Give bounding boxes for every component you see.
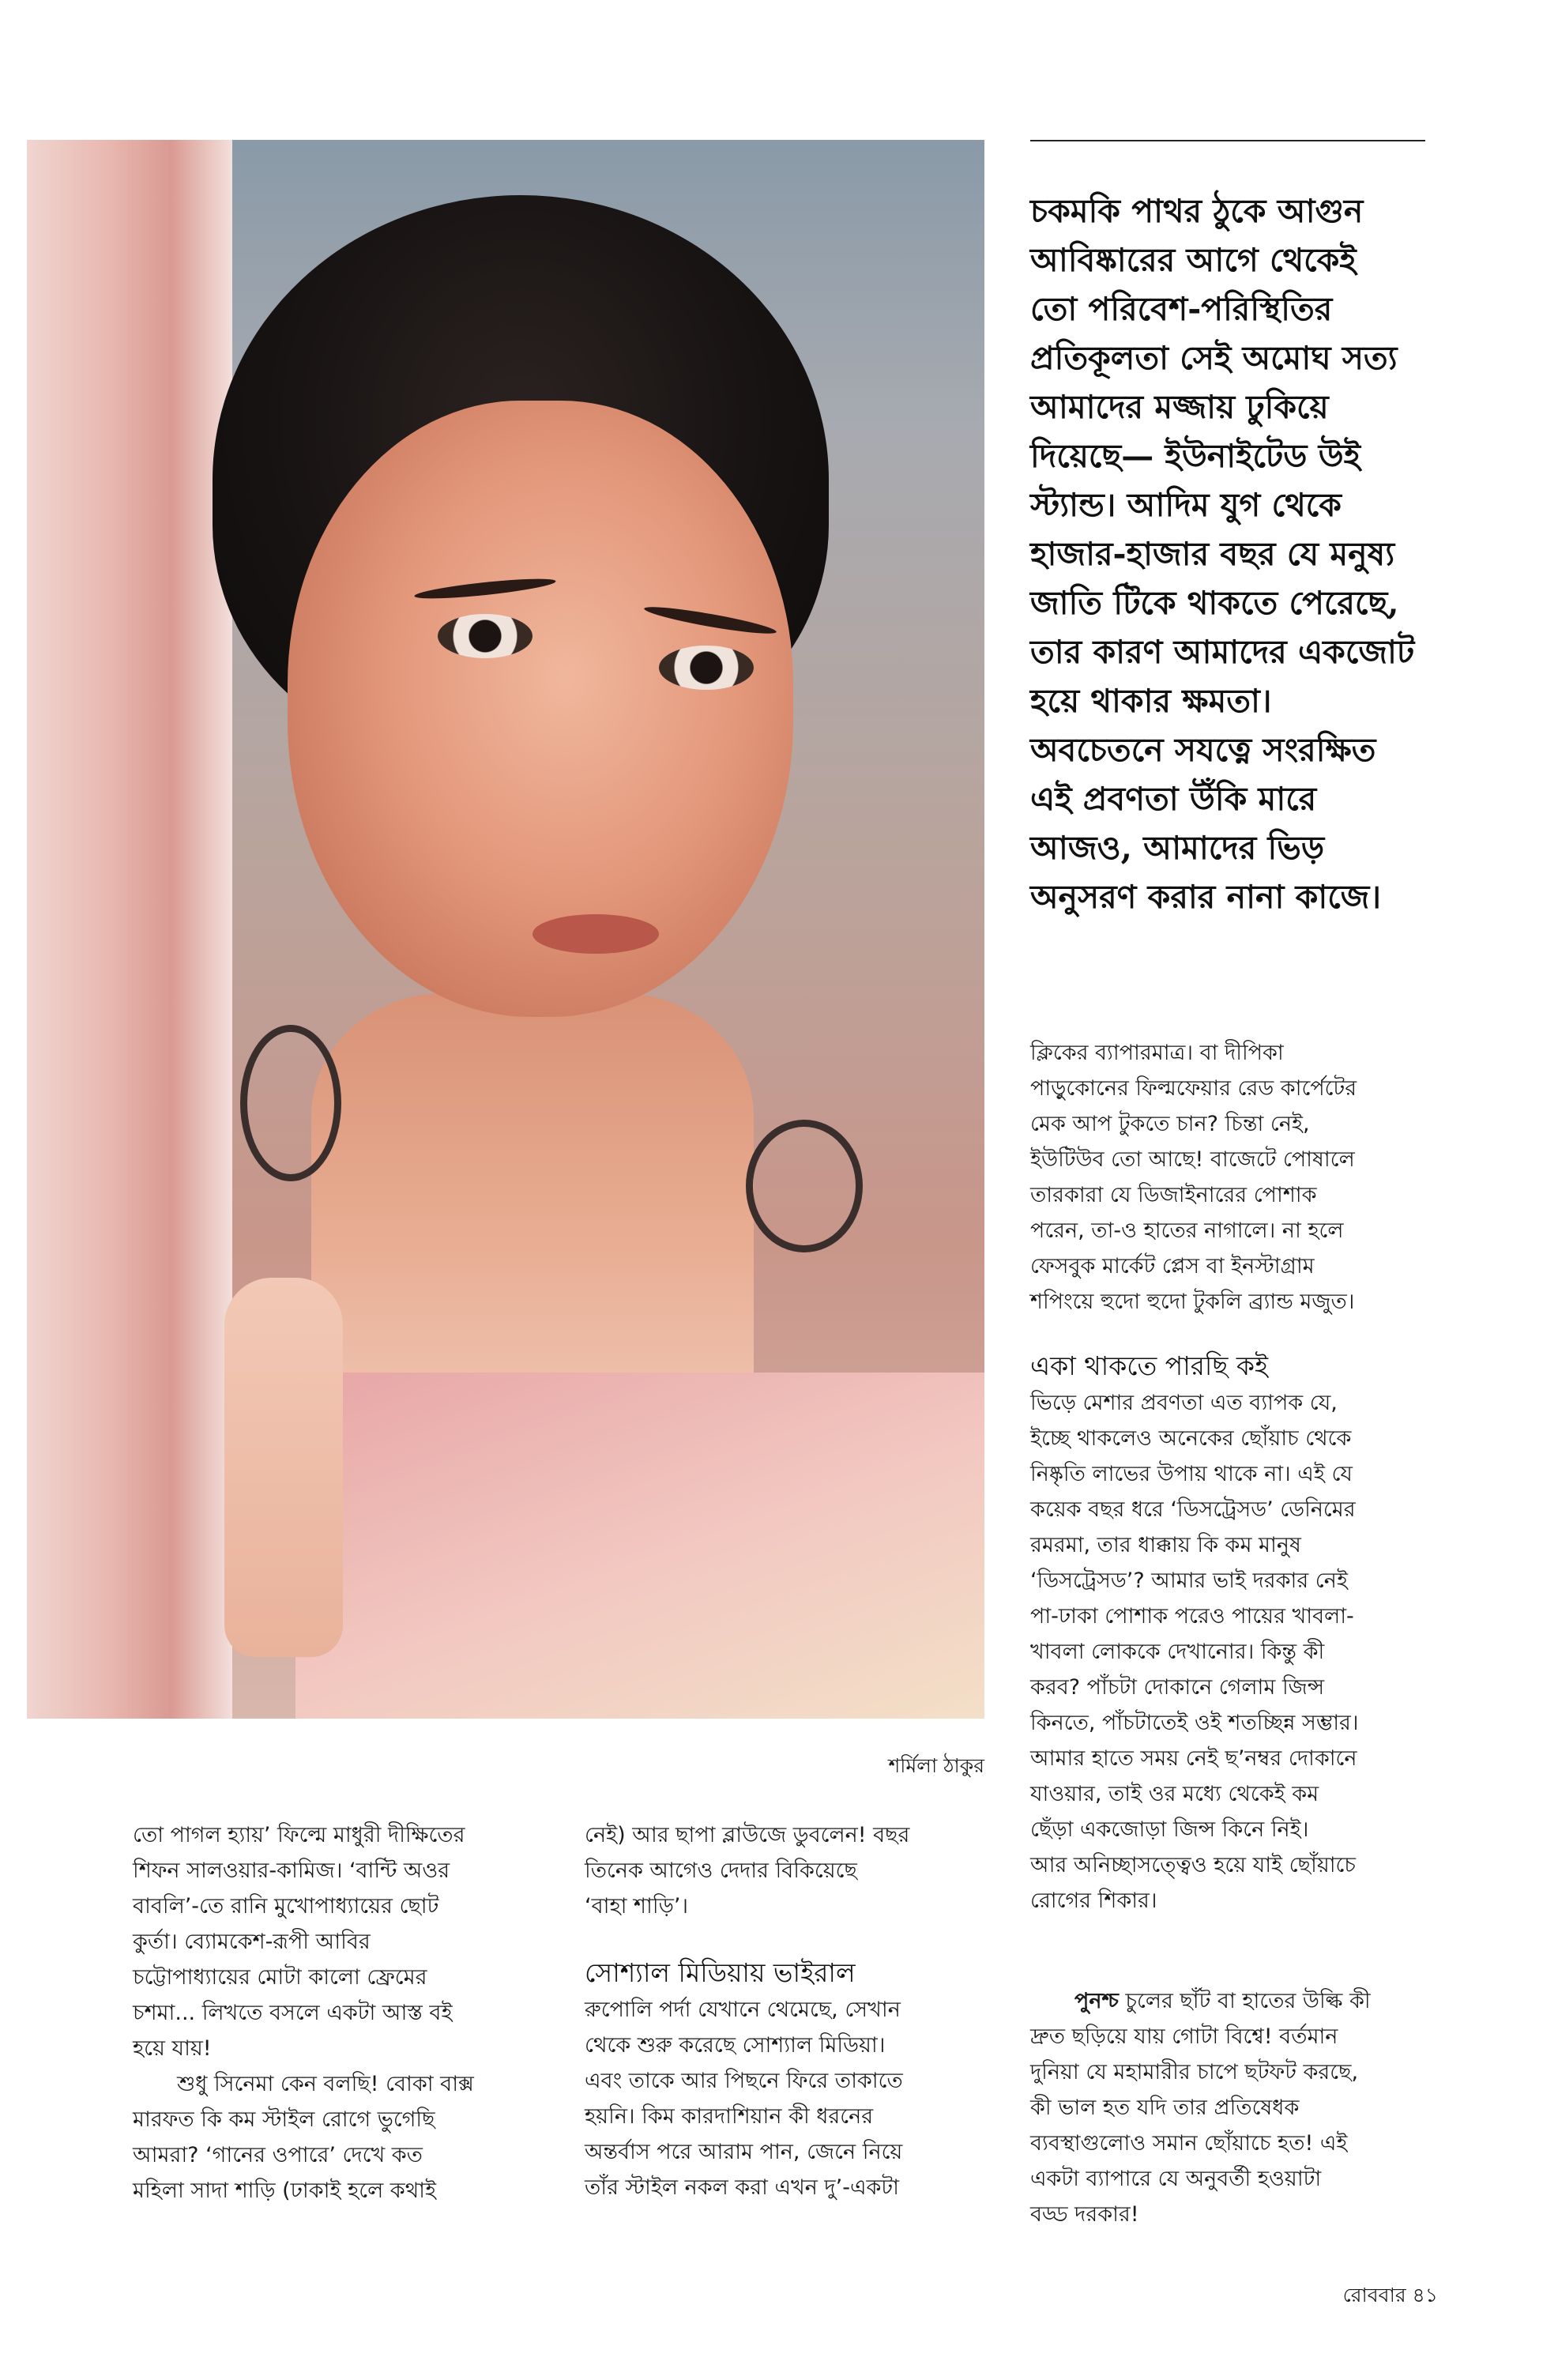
postscript-text: চুলের ছাঁট বা হাতের উল্কি কী দ্রুত ছড়িয়ে যায় গোটা বিশ্বে! বর্তমান দুনিয়া যে মহামারীর চাপে ছটফট করছে, কী ভাল হত যদি তার প্রতিষেধক ব্যবস্থাগুলোও সমান ছোঁয়াচে হত! এই একটা ব্যাপারে যে অনুবর্তী হওয়াটা বড্ড দরকার! — [1030, 1989, 1371, 2227]
paragraph: নেই) আর ছাপা ব্লাউজে ডুবলেন! বছর তিনেক আগেও দেদার বিকিয়েছে ‘বাহা শাড়ি’। — [585, 1823, 910, 1919]
page-folio: রোববার ৪১ — [1342, 2284, 1438, 2307]
section-heading: একা থাকতে পারছি কই — [1030, 1350, 1269, 1381]
right-column-postscript — [1030, 1983, 1457, 2232]
left-column — [133, 1817, 544, 2209]
curtain — [27, 140, 232, 1719]
right-column-intro — [1030, 1035, 1457, 1320]
photo-caption: শর্মিলা ঠাকুর — [888, 1754, 984, 1777]
left-earring — [240, 1025, 341, 1181]
paragraph: শুধু সিনেমা কেন বলছি! বোকা বাক্স মারফত কি কম স্টাইল রোগে ভুগেছি আমরা? ‘গানের ওপারে’ দেখে কত মহিলা সাদা শাড়ি (ঢাকাই হলে কথাই — [133, 2072, 474, 2203]
paragraph: রুপোলি পর্দা যেখানে থেমেছে, সেখান থেকে শুরু করেছে সোশ্যাল মিডিয়া। এবং তাকে আর পিছনে ফিরে তাকাতে হয়নি। কিম কারদাশিয়ান কী ধরনের অন্তর্বাস পরে আরাম পান, জেনে নিয়ে তাঁর স্টাইল নকল করা এখন দু’-একটা — [585, 1998, 903, 2200]
section-heading: সোশ্যাল মিডিয়ায় ভাইরাল — [585, 1957, 856, 1988]
paragraph — [1030, 1983, 1457, 2232]
middle-column — [585, 1817, 995, 2205]
pull-quote-rule — [1030, 140, 1425, 141]
neck — [311, 993, 754, 1404]
right-earring — [746, 1120, 863, 1252]
right-eye — [659, 646, 754, 690]
postscript-lead: পুনশ্চ — [1074, 1989, 1119, 2013]
left-eye — [438, 614, 533, 658]
right-column-section — [1030, 1347, 1457, 1919]
portrait-photo — [27, 140, 984, 1719]
paragraph: ক্লিকের ব্যাপারমাত্র। বা দীপিকা পাড়ুকোনের ফিল্মফেয়ার রেড কার্পেটের মেক আপ টুকতে চান? চিন্তা নেই, ইউটিউব তো আছে! বাজেটে পোষালে তারকারা যে ডিজাইনারের পোশাক পরেন, তা-ও হাতের নাগালে। না হলে ফেসবুক মার্কেট প্লেস বা ইনস্টাগ্রাম শপিংয়ে হুদো হুদো টুকলি ব্র্যান্ড মজুত। — [1030, 1041, 1357, 1314]
paragraph: ভিড়ে মেশার প্রবণতা এত ব্যাপক যে, ইচ্ছে থাকলেও অনেকের ছোঁয়াচ থেকে নিষ্কৃতি লাভের উপায় থাকে না। এই যে কয়েক বছর ধরে ‘ডিসট্রেসড’ ডেনিমের রমরমা, তার ধাক্কায় কি কম মানুষ ‘ডিসট্রেসড’? আমার ভাই দরকার নেই পা-ঢাকা পোশাক পরেও পায়ের খাবলা- খাবলা লোককে দেখানোর। কিন্তু কী করব? পাঁচটা দোকানে গেলাম জিন্স কিনতে, পাঁচটাতেই ওই শতচ্ছিন্ন সম্ভার। আমার হাতে সময় নেই ছ’নম্বর দোকানে যাওয়ার, তাই ওর মধ্যে থেকেই কম ছেঁড়া একজোড়া জিন্স কিনে নিই। আর অনিচ্ছাসত্ত্বেও হয়ে যাই ছোঁয়াচে রোগের শিকার। — [1030, 1391, 1359, 1913]
sari — [295, 1373, 984, 1719]
paragraph: তো পাগল হ্যায়’ ফিল্মে মাধুরী দীক্ষিতের শিফন সালওয়ার-কামিজ। ‘বান্টি অওর বাবলি’-তে রানি মুখোপাধ্যায়ের ছোট কুর্তা। ব্যোমকেশ-রূপী আবির চট্টোপাধ্যায়ের মোটা কালো ফ্রেমের চশমা... লিখতে বসলে একটা আস্ত বই হয়ে যায়! — [133, 1823, 465, 2061]
lips — [533, 914, 659, 954]
pull-quote: চকমকি পাথর ঠুকে আগুন আবিষ্কারের আগে থেকেই তো পরিবেশ-পরিস্থিতির প্রতিকূলতা সেই অমোঘ সত্য আমাদের মজ্জায় ঢুকিয়ে দিয়েছে— ইউনাইটেড উই স্ট্যান্ড। আদিম যুগ থেকে হাজার-হাজার বছর যে মনুষ্য জাতি টিকে থাকতে পেরেছে, তার কারণ আমাদের একজোট হয়ে থাকার ক্ষমতা। অবচেতনে সযত্নে সংরক্ষিত এই প্রবণতা উঁকি মারে আজও, আমাদের ভিড় অনুসরণ করার নানা কাজে। — [1030, 192, 1415, 916]
hand — [224, 1278, 343, 1657]
